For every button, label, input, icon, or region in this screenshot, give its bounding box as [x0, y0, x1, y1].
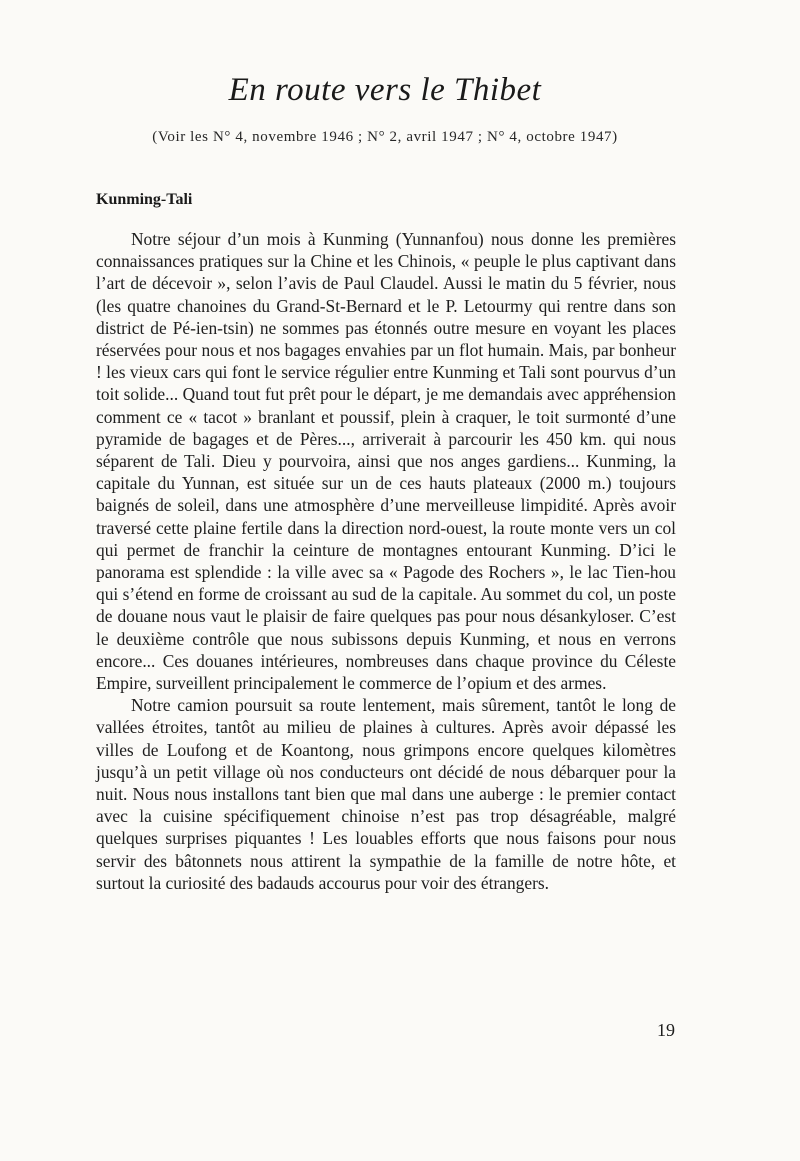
- paragraph-2: Notre camion poursuit sa route lentement, mais sûrement, tantôt le long de vallées étroites, tantôt au milieu de plaines à cultures. Après avoir dépassé les villes de Loufong et de Koantong, nous grimpons encore quelques kilomètres jusqu’à un petit village où nos conducteurs ont décidé de nous débarquer pour la nuit. Nous nous installons tant bien que mal dans une auberge : le premier contact avec la cuisine spécifiquement chinoise n’est pas trop désagréable, malgré quelques surprises piquantes ! Les louables efforts que nous faisons pour nous servir des bâtonnets nous attirent la sympathie de la famille de notre hôte, et surtout la curiosité des badauds accourus pour voir des étrangers.: [96, 695, 676, 893]
- page-number: 19: [657, 1020, 675, 1040]
- paragraph-1: Notre séjour d’un mois à Kunming (Yunnanfou) nous donne les premières connaissances pratiques sur la Chine et les Chinois, « peuple le plus captivant dans l’art de décevoir », selon l’avis de Paul Claudel. Aussi le matin du 5 février, nous (les quatre chanoines du Grand-St-Bernard et le P. Letourmy qui rentre dans son district de Pé-ien-tsin) ne sommes pas étonnés outre mesure en voyant les places réservées pour nous et nos bagages envahies par un flot humain. Mais, par bonheur ! les vieux cars qui font le service régulier entre Kunming et Tali sont pourvus d’un toit solide... Quand tout fut prêt pour le départ, je me demandais avec appréhension comment ce « tacot » branlant et poussif, plein à craquer, le toit surmonté d’une pyramide de bagages et de Pères..., arriverait à parcourir les 450 km. qui nous séparent de Tali. Dieu y pourvoira, ainsi que nos anges gardiens... Kunming, la capitale du Yunnan, est située sur un de ces hauts plateaux (2000 m.) toujours baignés de soleil, dans une atmosphère d’une merveilleuse limpidité. Après avoir traversé cette plaine fertile dans la direction nord-ouest, la route monte vers un col qui permet de franchir la ceinture de montagnes entourant Kunming. D’ici le panorama est splendide : la ville avec sa « Pagode des Rochers », le lac Tien-hou qui s’étend en forme de croissant au sud de la capitale. Au sommet du col, un poste de douane nous vaut le plaisir de faire quelques pas pour nous désankyloser. C’est le deuxième contrôle que nous subissons depuis Kunming, et nous en verrons encore... Ces douanes intérieures, nombreuses dans chaque province du Céleste Empire, surveillent principalement le commerce de l’opium et des armes.: [96, 229, 676, 694]
- article-title: En route vers le Thibet: [228, 72, 542, 108]
- section-heading: Kunming-Tali: [96, 191, 193, 208]
- article-subtitle: (Voir les N° 4, novembre 1946 ; N° 2, avril 1947 ; N° 4, octobre 1947): [152, 129, 618, 145]
- article-body: [96, 228, 676, 894]
